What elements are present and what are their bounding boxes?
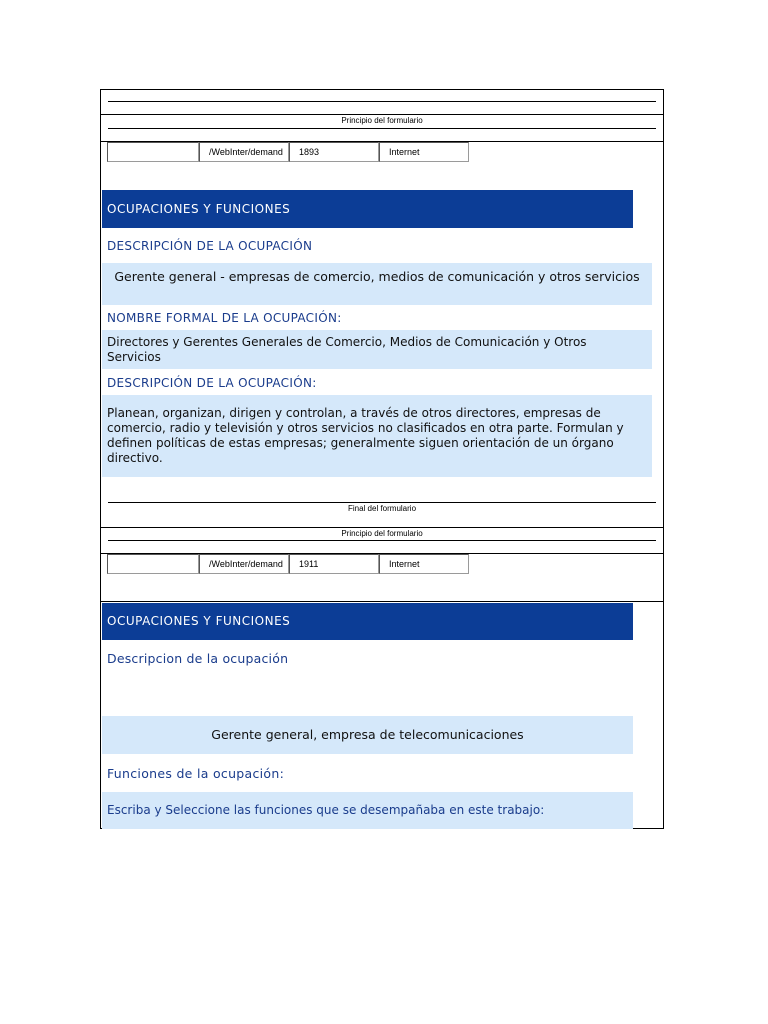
divider [108, 540, 656, 541]
id-field[interactable]: 1911 [289, 554, 379, 574]
divider [101, 601, 663, 602]
document-page [100, 89, 664, 829]
formal-name-heading: NOMBRE FORMAL DE LA OCUPACIÓN: [107, 311, 342, 325]
path-field[interactable]: /WebInter/demand [199, 554, 289, 574]
occupation-description-text: Planean, organizan, dirigen y controlan, a través de otros directores, empresas de comercio, radio y televisión y otros servicios no clasificados en otra parte. Formulan y definen políticas de estas empresas; generalmente siguen orientación de un órgano directivo. [102, 395, 652, 477]
source-field[interactable]: Internet [379, 142, 469, 162]
divider [108, 101, 656, 102]
section-title-bar: OCUPACIONES Y FUNCIONES [102, 190, 633, 228]
form-start-label: Principio del formulario [341, 116, 423, 125]
divider [108, 128, 656, 129]
form-start-label: Principio del formulario [341, 529, 423, 538]
functions-heading: Funciones de la ocupación: [107, 766, 285, 781]
hidden-fields-row [107, 142, 469, 162]
section-title-bar: OCUPACIONES Y FUNCIONES [102, 603, 633, 640]
occupation-title: Gerente general - empresas de comercio, medios de comunicación y otros servicios [102, 263, 652, 305]
divider [101, 114, 663, 115]
form-end-label: Final del formulario [347, 504, 417, 513]
occupation-title: Gerente general, empresa de telecomunicaciones [102, 716, 633, 754]
occupation-description-heading: Descripcion de la ocupación [107, 651, 289, 666]
occupation-description-heading: DESCRIPCIÓN DE LA OCUPACIÓN: [107, 376, 317, 390]
blank-field[interactable] [107, 142, 199, 162]
source-field[interactable]: Internet [379, 554, 469, 574]
functions-instructions: Escriba y Seleccione las funciones que se desempañaba en este trabajo: [102, 792, 633, 829]
blank-field[interactable] [107, 554, 199, 574]
id-field[interactable]: 1893 [289, 142, 379, 162]
path-field[interactable]: /WebInter/demand [199, 142, 289, 162]
divider [101, 527, 663, 528]
occupation-description-heading: DESCRIPCIÓN DE LA OCUPACIÓN [107, 239, 313, 253]
hidden-fields-row [107, 554, 469, 574]
divider [108, 502, 656, 503]
formal-name-text: Directores y Gerentes Generales de Comercio, Medios de Comunicación y Otros Servicios [102, 330, 652, 369]
